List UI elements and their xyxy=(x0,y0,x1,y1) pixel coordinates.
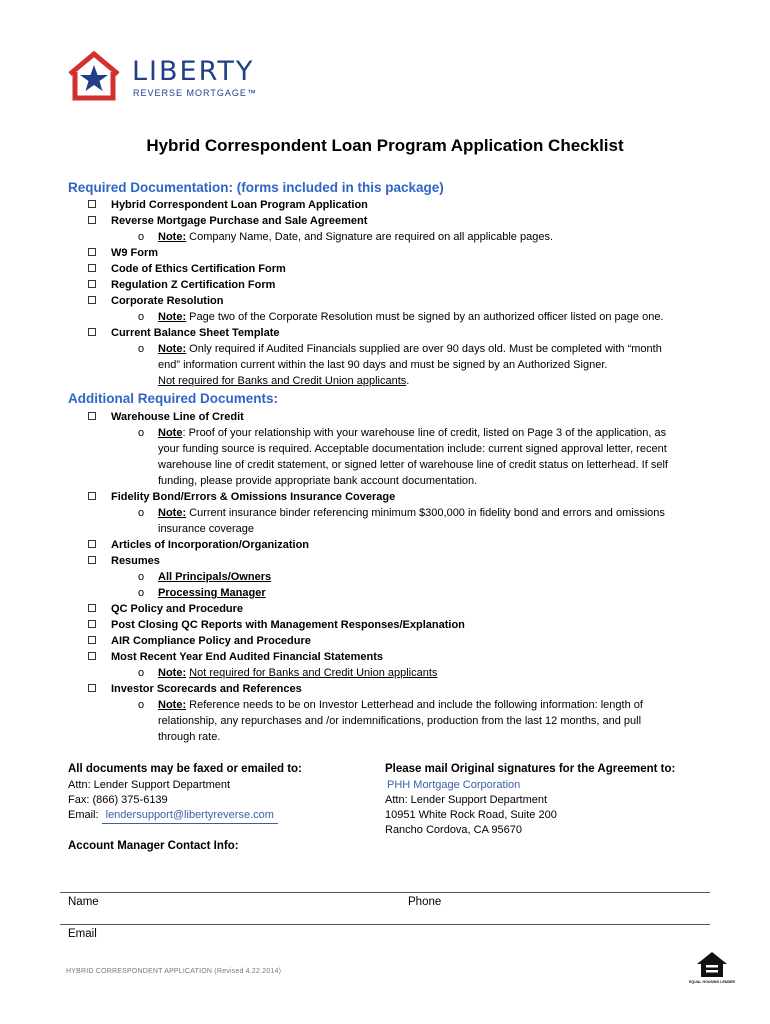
note-fidelity-bond: o Note: Current insurance binder referencing minimum $300,000 in fidelity bond and errors and omissions xyxy=(138,507,665,519)
additional-heading: Additional Required Documents: xyxy=(68,391,279,406)
equal-housing-lender-icon xyxy=(688,950,736,984)
house-star-icon xyxy=(66,50,128,102)
checkbox[interactable] xyxy=(88,652,96,660)
note-balance-sheet-line3: Not required for Banks and Credit Union applicants. xyxy=(158,375,410,387)
checkbox[interactable] xyxy=(88,492,96,500)
checkbox[interactable] xyxy=(88,684,96,692)
fax-email-heading: All documents may be faxed or emailed to: xyxy=(68,763,302,775)
note-purchase-agreement: o Note: Company Name, Date, and Signature are required on all applicable pages. xyxy=(138,231,554,243)
left-attn: Attn: Lender Support Department xyxy=(68,779,231,791)
mail-company: PHH Mortgage Corporation xyxy=(387,779,521,791)
note-balance-sheet: o Note: Only required if Audited Financials supplied are over 90 days old. Must be completed with “month xyxy=(138,343,662,355)
sub-item-processing-manager: o Processing Manager xyxy=(138,587,266,599)
checklist-item-qc-policy: QC Policy and Procedure xyxy=(88,601,243,617)
checkbox[interactable] xyxy=(88,636,96,644)
checkbox[interactable] xyxy=(88,296,96,304)
checklist-item-resumes: Resumes xyxy=(88,553,160,569)
note-corporate-resolution: o Note: Page two of the Corporate Resolution must be signed by an authorized officer listed on page one. xyxy=(138,311,664,323)
checkbox[interactable] xyxy=(88,556,96,564)
footer-text: HYBRID CORRESPONDENT APPLICATION (Revised 4.22.2014) xyxy=(66,968,282,975)
checklist-item-articles: Articles of Incorporation/Organization xyxy=(88,537,309,553)
liberty-logo xyxy=(66,50,276,102)
checklist-item-regulation-z: Regulation Z Certification Form xyxy=(88,277,275,293)
name-label: Name xyxy=(68,896,99,908)
sub-item-principals: o All Principals/Owners xyxy=(138,571,272,583)
note-investor-scorecards-2: relationship, any repurchases and /or indemnifications, production from the last 12 months, and pull xyxy=(158,715,642,727)
checklist-item-warehouse-line: Warehouse Line of Credit xyxy=(88,409,244,425)
checklist-item-balance-sheet: Current Balance Sheet Template xyxy=(88,325,280,341)
note-audited-financials: o Note: Not required for Banks and Credit Union applicants xyxy=(138,667,438,679)
fax-number: Fax: (866) 375-6139 xyxy=(68,794,168,806)
signature-line-2 xyxy=(60,924,710,925)
note-warehouse-line: o Note: Proof of your relationship with your warehouse line of credit, listed on Page 3 of the application, as xyxy=(138,427,667,439)
checklist-item-w9: W9 Form xyxy=(88,245,158,261)
logo-tagline: REVERSE MORTGAGE™ xyxy=(133,88,257,98)
checkbox[interactable] xyxy=(88,216,96,224)
checkbox[interactable] xyxy=(88,328,96,336)
note-fidelity-bond-2: insurance coverage xyxy=(158,523,255,535)
page-title: Hybrid Correspondent Loan Program Application Checklist xyxy=(146,136,624,155)
note-warehouse-line-4: funding, please provide appropriate bank account documentation. xyxy=(158,475,478,487)
required-heading: Required Documentation: (forms included in this package) xyxy=(68,180,444,195)
checkbox[interactable] xyxy=(88,604,96,612)
mail-heading: Please mail Original signatures for the Agreement to: xyxy=(385,763,676,775)
checkbox[interactable] xyxy=(88,620,96,628)
checklist-item-purchase-agreement: Reverse Mortgage Purchase and Sale Agreement xyxy=(88,213,367,229)
mail-street: 10951 White Rock Road, Suite 200 xyxy=(385,809,557,821)
checklist-item-air-compliance: AIR Compliance Policy and Procedure xyxy=(88,633,311,649)
checklist-item-code-of-ethics: Code of Ethics Certification Form xyxy=(88,261,286,277)
note-balance-sheet-line2: end” information current within the last 90 days and must be signed by an Authorized Signer. xyxy=(158,359,608,371)
eho-label: EQUAL HOUSING LENDER xyxy=(688,980,736,984)
email-label: Email xyxy=(68,928,97,940)
note-warehouse-line-2: your funding source is required. Acceptable documentation include: current signed approval letter, recent xyxy=(158,443,667,455)
checkbox[interactable] xyxy=(88,248,96,256)
checkbox[interactable] xyxy=(88,264,96,272)
account-manager-heading: Account Manager Contact Info: xyxy=(68,840,239,852)
note-investor-scorecards-3: through rate. xyxy=(158,731,221,743)
checklist-item-application: Hybrid Correspondent Loan Program Application xyxy=(88,197,368,213)
checkbox[interactable] xyxy=(88,540,96,548)
note-warehouse-line-3: warehouse line of credit statement, or signed letter of warehouse line of credit status on letterhead. If self xyxy=(158,459,668,471)
checklist-item-investor-scorecards: Investor Scorecards and References xyxy=(88,681,302,697)
email-row: Email: lendersupport@libertyreverse.com xyxy=(68,808,278,824)
checklist-item-post-closing-qc: Post Closing QC Reports with Management Responses/Explanation xyxy=(88,617,465,633)
logo-brand: LIBERTY xyxy=(132,56,255,87)
checklist-item-corporate-resolution: Corporate Resolution xyxy=(88,293,223,309)
checkbox[interactable] xyxy=(88,200,96,208)
checkbox[interactable] xyxy=(88,280,96,288)
mail-attn: Attn: Lender Support Department xyxy=(385,794,548,806)
signature-line-1 xyxy=(60,892,710,893)
email-address[interactable]: lendersupport@libertyreverse.com xyxy=(102,808,278,824)
checklist-item-fidelity-bond: Fidelity Bond/Errors & Omissions Insurance Coverage xyxy=(88,489,395,505)
checkbox[interactable] xyxy=(88,412,96,420)
checklist-item-audited-financials: Most Recent Year End Audited Financial Statements xyxy=(88,649,383,665)
mail-city: Rancho Cordova, CA 95670 xyxy=(385,824,522,836)
note-investor-scorecards: o Note: Reference needs to be on Investor Letterhead and include the following information: length of xyxy=(138,699,643,711)
phone-label: Phone xyxy=(408,896,442,908)
